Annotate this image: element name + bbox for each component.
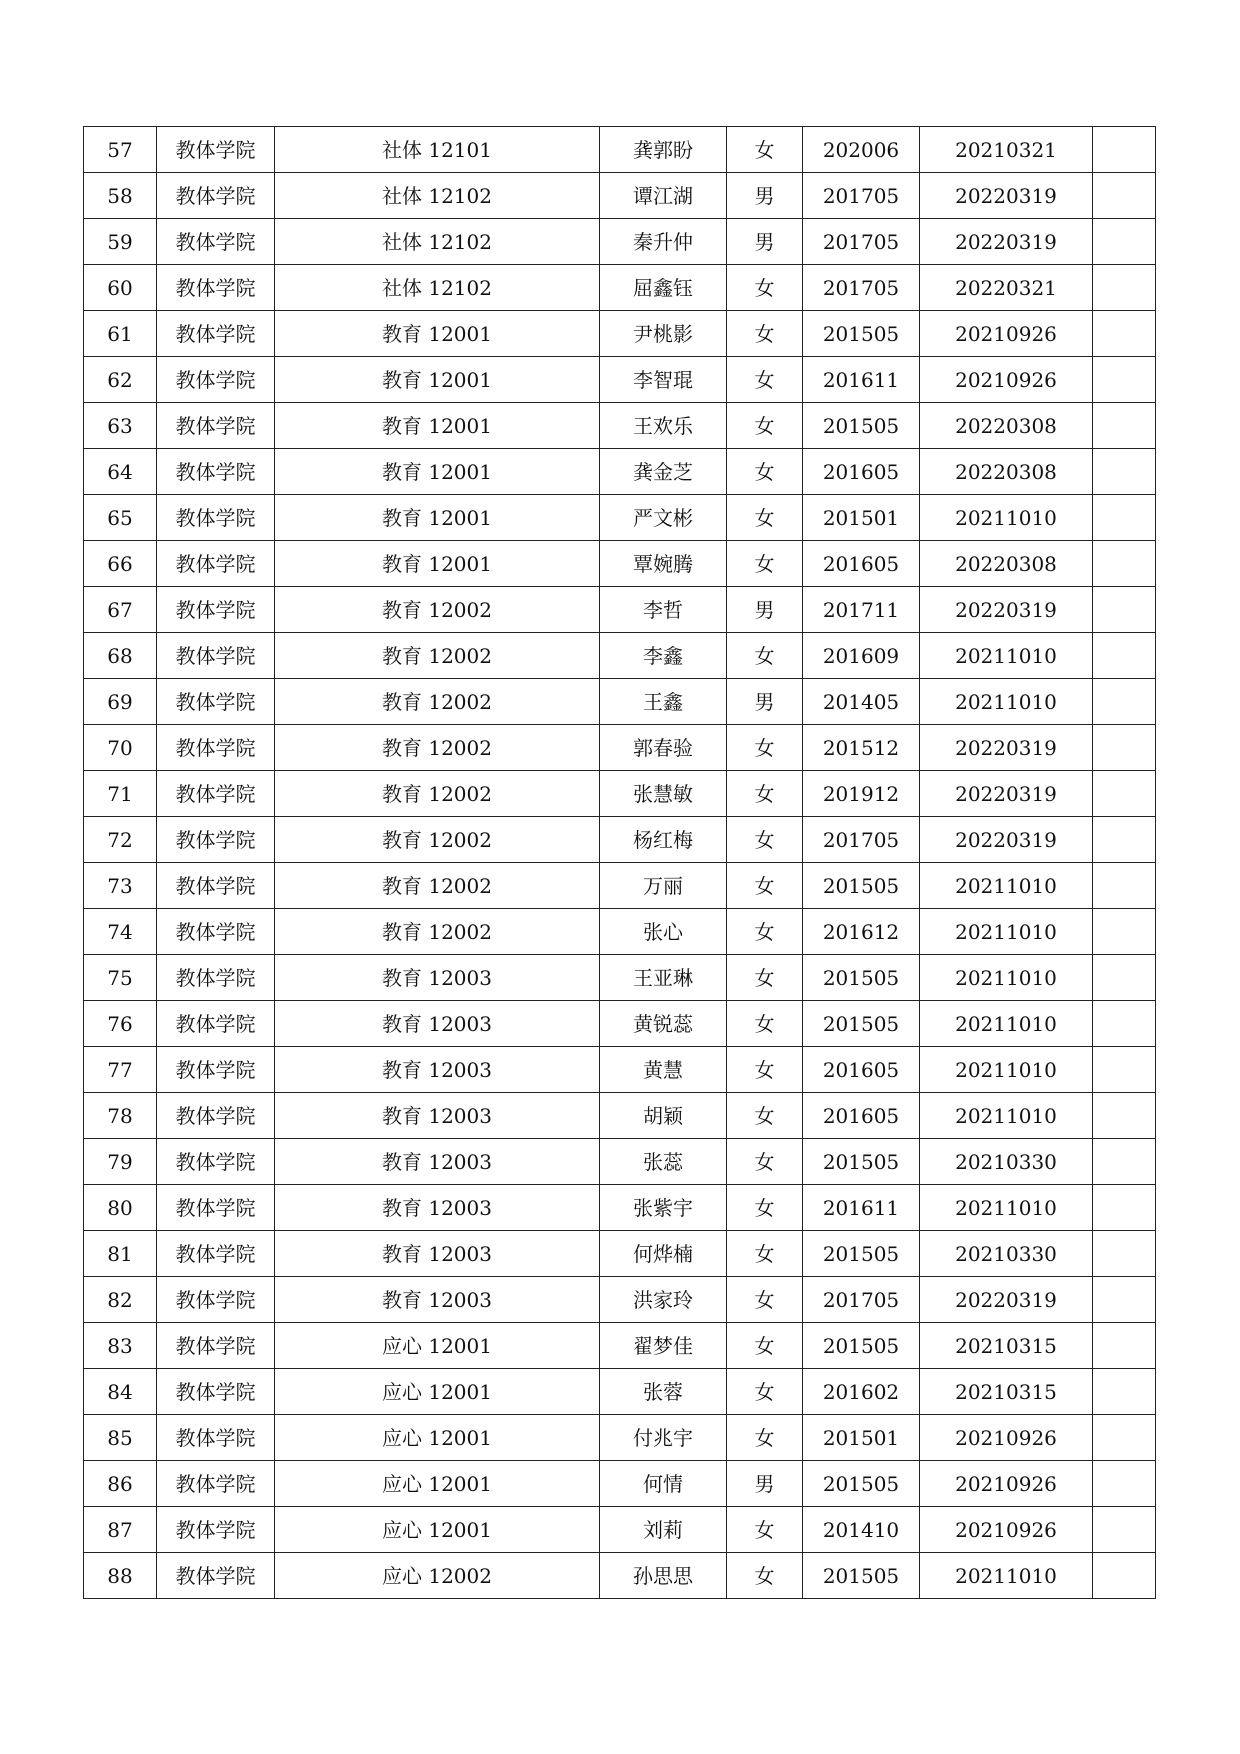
row-number-cell: 74 [84,909,157,955]
note-cell [1093,863,1156,909]
note-cell [1093,633,1156,679]
name-cell: 张紫宇 [600,1185,727,1231]
row-number-cell: 64 [84,449,157,495]
gender-cell: 女 [727,1001,803,1047]
date-cell: 20210330 [920,1231,1093,1277]
class-cell: 应心 12001 [275,1415,600,1461]
join-date-cell: 201609 [803,633,920,679]
class-cell: 应心 12001 [275,1507,600,1553]
row-number-cell: 60 [84,265,157,311]
college-cell: 教体学院 [157,633,275,679]
date-cell: 20211010 [920,955,1093,1001]
name-cell: 李哲 [600,587,727,633]
row-number-cell: 79 [84,1139,157,1185]
row-number-cell: 65 [84,495,157,541]
join-date-cell: 201605 [803,541,920,587]
table-row [84,1093,1156,1139]
date-cell: 20220308 [920,541,1093,587]
name-cell: 洪家玲 [600,1277,727,1323]
table-row [84,1185,1156,1231]
note-cell [1093,771,1156,817]
join-date-cell: 201505 [803,311,920,357]
name-cell: 尹桃影 [600,311,727,357]
date-cell: 20220319 [920,1277,1093,1323]
gender-cell: 女 [727,265,803,311]
join-date-cell: 201505 [803,1001,920,1047]
table-row [84,219,1156,265]
join-date-cell: 201505 [803,1139,920,1185]
note-cell [1093,679,1156,725]
join-date-cell: 201705 [803,219,920,265]
gender-cell: 女 [727,817,803,863]
note-cell [1093,1231,1156,1277]
college-cell: 教体学院 [157,1553,275,1599]
class-cell: 教育 12003 [275,1047,600,1093]
college-cell: 教体学院 [157,541,275,587]
note-cell [1093,403,1156,449]
gender-cell: 男 [727,679,803,725]
name-cell: 翟梦佳 [600,1323,727,1369]
date-cell: 20211010 [920,863,1093,909]
college-cell: 教体学院 [157,127,275,173]
gender-cell: 男 [727,587,803,633]
date-cell: 20220319 [920,817,1093,863]
class-cell: 社体 12102 [275,173,600,219]
class-cell: 社体 12102 [275,219,600,265]
row-number-cell: 68 [84,633,157,679]
name-cell: 龚金芝 [600,449,727,495]
name-cell: 黄慧 [600,1047,727,1093]
join-date-cell: 201711 [803,587,920,633]
class-cell: 教育 12001 [275,403,600,449]
college-cell: 教体学院 [157,679,275,725]
join-date-cell: 201505 [803,1553,920,1599]
class-cell: 教育 12003 [275,1277,600,1323]
row-number-cell: 58 [84,173,157,219]
name-cell: 黄锐蕊 [600,1001,727,1047]
row-number-cell: 67 [84,587,157,633]
gender-cell: 女 [727,1277,803,1323]
table-row [84,1323,1156,1369]
college-cell: 教体学院 [157,1231,275,1277]
table-row [84,771,1156,817]
gender-cell: 女 [727,725,803,771]
row-number-cell: 72 [84,817,157,863]
name-cell: 王鑫 [600,679,727,725]
table-row [84,1047,1156,1093]
name-cell: 龚郭盼 [600,127,727,173]
note-cell [1093,1185,1156,1231]
class-cell: 教育 12002 [275,817,600,863]
note-cell [1093,1323,1156,1369]
name-cell: 刘莉 [600,1507,727,1553]
join-date-cell: 201505 [803,1461,920,1507]
row-number-cell: 76 [84,1001,157,1047]
class-cell: 社体 12101 [275,127,600,173]
table-row [84,265,1156,311]
join-date-cell: 201912 [803,771,920,817]
date-cell: 20220321 [920,265,1093,311]
college-cell: 教体学院 [157,817,275,863]
college-cell: 教体学院 [157,1369,275,1415]
college-cell: 教体学院 [157,1277,275,1323]
gender-cell: 女 [727,1415,803,1461]
note-cell [1093,219,1156,265]
note-cell [1093,1507,1156,1553]
join-date-cell: 201705 [803,265,920,311]
row-number-cell: 81 [84,1231,157,1277]
date-cell: 20211010 [920,909,1093,955]
college-cell: 教体学院 [157,955,275,1001]
class-cell: 教育 12001 [275,495,600,541]
row-number-cell: 62 [84,357,157,403]
table-row [84,1001,1156,1047]
college-cell: 教体学院 [157,909,275,955]
class-cell: 教育 12002 [275,863,600,909]
row-number-cell: 88 [84,1553,157,1599]
name-cell: 孙思思 [600,1553,727,1599]
college-cell: 教体学院 [157,219,275,265]
table-row [84,173,1156,219]
date-cell: 20211010 [920,1553,1093,1599]
table-row [84,1415,1156,1461]
note-cell [1093,587,1156,633]
note-cell [1093,173,1156,219]
row-number-cell: 71 [84,771,157,817]
gender-cell: 女 [727,1323,803,1369]
join-date-cell: 201705 [803,173,920,219]
table-row [84,1277,1156,1323]
gender-cell: 女 [727,357,803,403]
note-cell [1093,1047,1156,1093]
class-cell: 教育 12003 [275,1139,600,1185]
gender-cell: 女 [727,1231,803,1277]
date-cell: 20220319 [920,725,1093,771]
gender-cell: 女 [727,863,803,909]
row-number-cell: 75 [84,955,157,1001]
table-row [84,817,1156,863]
note-cell [1093,357,1156,403]
row-number-cell: 61 [84,311,157,357]
note-cell [1093,817,1156,863]
date-cell: 20211010 [920,1047,1093,1093]
class-cell: 教育 12002 [275,679,600,725]
college-cell: 教体学院 [157,311,275,357]
join-date-cell: 201505 [803,1231,920,1277]
row-number-cell: 57 [84,127,157,173]
note-cell [1093,1553,1156,1599]
row-number-cell: 85 [84,1415,157,1461]
row-number-cell: 80 [84,1185,157,1231]
table-row [84,955,1156,1001]
date-cell: 20210330 [920,1139,1093,1185]
gender-cell: 女 [727,771,803,817]
gender-cell: 女 [727,495,803,541]
college-cell: 教体学院 [157,403,275,449]
note-cell [1093,1277,1156,1323]
class-cell: 教育 12001 [275,541,600,587]
join-date-cell: 201405 [803,679,920,725]
row-number-cell: 78 [84,1093,157,1139]
class-cell: 教育 12003 [275,1093,600,1139]
row-number-cell: 59 [84,219,157,265]
class-cell: 教育 12003 [275,1001,600,1047]
note-cell [1093,541,1156,587]
college-cell: 教体学院 [157,1461,275,1507]
join-date-cell: 201505 [803,403,920,449]
join-date-cell: 202006 [803,127,920,173]
table-row [84,1461,1156,1507]
gender-cell: 男 [727,219,803,265]
college-cell: 教体学院 [157,1047,275,1093]
note-cell [1093,1001,1156,1047]
class-cell: 教育 12003 [275,1231,600,1277]
note-cell [1093,1461,1156,1507]
class-cell: 教育 12001 [275,357,600,403]
name-cell: 谭江湖 [600,173,727,219]
class-cell: 应心 12001 [275,1369,600,1415]
class-cell: 教育 12002 [275,633,600,679]
row-number-cell: 77 [84,1047,157,1093]
college-cell: 教体学院 [157,1185,275,1231]
join-date-cell: 201410 [803,1507,920,1553]
join-date-cell: 201505 [803,955,920,1001]
date-cell: 20210926 [920,1461,1093,1507]
name-cell: 张蕊 [600,1139,727,1185]
table-row [84,541,1156,587]
gender-cell: 男 [727,173,803,219]
name-cell: 王亚琳 [600,955,727,1001]
college-cell: 教体学院 [157,1507,275,1553]
table-row [84,863,1156,909]
table-row [84,449,1156,495]
note-cell [1093,725,1156,771]
date-cell: 20211010 [920,495,1093,541]
table-row [84,909,1156,955]
date-cell: 20220319 [920,771,1093,817]
date-cell: 20210315 [920,1323,1093,1369]
name-cell: 杨红梅 [600,817,727,863]
join-date-cell: 201612 [803,909,920,955]
name-cell: 李鑫 [600,633,727,679]
table-row [84,403,1156,449]
gender-cell: 女 [727,1507,803,1553]
join-date-cell: 201611 [803,357,920,403]
gender-cell: 女 [727,403,803,449]
date-cell: 20211010 [920,633,1093,679]
college-cell: 教体学院 [157,725,275,771]
gender-cell: 女 [727,1185,803,1231]
table-row [84,1231,1156,1277]
table-row [84,1507,1156,1553]
row-number-cell: 87 [84,1507,157,1553]
college-cell: 教体学院 [157,587,275,633]
name-cell: 张蓉 [600,1369,727,1415]
table-row [84,587,1156,633]
name-cell: 郭春验 [600,725,727,771]
name-cell: 何情 [600,1461,727,1507]
college-cell: 教体学院 [157,1415,275,1461]
row-number-cell: 83 [84,1323,157,1369]
class-cell: 教育 12002 [275,909,600,955]
date-cell: 20220319 [920,587,1093,633]
table-row [84,311,1156,357]
date-cell: 20220308 [920,403,1093,449]
note-cell [1093,909,1156,955]
class-cell: 教育 12001 [275,311,600,357]
name-cell: 屈鑫钰 [600,265,727,311]
date-cell: 20210926 [920,1507,1093,1553]
college-cell: 教体学院 [157,1001,275,1047]
gender-cell: 女 [727,1139,803,1185]
gender-cell: 女 [727,1553,803,1599]
college-cell: 教体学院 [157,449,275,495]
name-cell: 李智琨 [600,357,727,403]
join-date-cell: 201705 [803,817,920,863]
gender-cell: 女 [727,633,803,679]
date-cell: 20220308 [920,449,1093,495]
gender-cell: 女 [727,1047,803,1093]
row-number-cell: 69 [84,679,157,725]
row-number-cell: 86 [84,1461,157,1507]
table-row [84,1553,1156,1599]
gender-cell: 女 [727,1369,803,1415]
join-date-cell: 201501 [803,1415,920,1461]
college-cell: 教体学院 [157,863,275,909]
class-cell: 教育 12003 [275,1185,600,1231]
join-date-cell: 201505 [803,1323,920,1369]
name-cell: 严文彬 [600,495,727,541]
note-cell [1093,449,1156,495]
gender-cell: 女 [727,1093,803,1139]
date-cell: 20211010 [920,679,1093,725]
date-cell: 20210321 [920,127,1093,173]
college-cell: 教体学院 [157,357,275,403]
class-cell: 教育 12003 [275,955,600,1001]
table-row [84,1139,1156,1185]
roster-table-body [84,127,1156,1599]
join-date-cell: 201611 [803,1185,920,1231]
college-cell: 教体学院 [157,495,275,541]
date-cell: 20210926 [920,1415,1093,1461]
table-row [84,725,1156,771]
note-cell [1093,955,1156,1001]
gender-cell: 女 [727,127,803,173]
college-cell: 教体学院 [157,1323,275,1369]
date-cell: 20210315 [920,1369,1093,1415]
date-cell: 20211010 [920,1093,1093,1139]
row-number-cell: 73 [84,863,157,909]
note-cell [1093,127,1156,173]
note-cell [1093,1369,1156,1415]
name-cell: 王欢乐 [600,403,727,449]
date-cell: 20220319 [920,219,1093,265]
join-date-cell: 201512 [803,725,920,771]
table-row [84,495,1156,541]
college-cell: 教体学院 [157,173,275,219]
date-cell: 20211010 [920,1185,1093,1231]
gender-cell: 女 [727,909,803,955]
date-cell: 20220319 [920,173,1093,219]
gender-cell: 女 [727,541,803,587]
gender-cell: 女 [727,449,803,495]
college-cell: 教体学院 [157,1093,275,1139]
class-cell: 教育 12002 [275,725,600,771]
join-date-cell: 201602 [803,1369,920,1415]
gender-cell: 男 [727,1461,803,1507]
college-cell: 教体学院 [157,265,275,311]
join-date-cell: 201605 [803,449,920,495]
name-cell: 付兆宇 [600,1415,727,1461]
row-number-cell: 70 [84,725,157,771]
gender-cell: 女 [727,955,803,1001]
table-row [84,127,1156,173]
table-row [84,1369,1156,1415]
date-cell: 20211010 [920,1001,1093,1047]
name-cell: 万丽 [600,863,727,909]
gender-cell: 女 [727,311,803,357]
row-number-cell: 82 [84,1277,157,1323]
note-cell [1093,1139,1156,1185]
class-cell: 应心 12001 [275,1323,600,1369]
note-cell [1093,495,1156,541]
name-cell: 张心 [600,909,727,955]
name-cell: 胡颖 [600,1093,727,1139]
join-date-cell: 201501 [803,495,920,541]
join-date-cell: 201705 [803,1277,920,1323]
note-cell [1093,265,1156,311]
class-cell: 应心 12001 [275,1461,600,1507]
name-cell: 秦升仲 [600,219,727,265]
class-cell: 教育 12001 [275,449,600,495]
name-cell: 何烨楠 [600,1231,727,1277]
note-cell [1093,311,1156,357]
row-number-cell: 66 [84,541,157,587]
college-cell: 教体学院 [157,771,275,817]
class-cell: 教育 12002 [275,587,600,633]
name-cell: 覃婉腾 [600,541,727,587]
class-cell: 应心 12002 [275,1553,600,1599]
class-cell: 教育 12002 [275,771,600,817]
table-row [84,633,1156,679]
note-cell [1093,1415,1156,1461]
college-cell: 教体学院 [157,1139,275,1185]
date-cell: 20210926 [920,357,1093,403]
join-date-cell: 201505 [803,863,920,909]
date-cell: 20210926 [920,311,1093,357]
table-row [84,357,1156,403]
join-date-cell: 201605 [803,1047,920,1093]
table-row [84,679,1156,725]
roster-table [83,126,1156,1599]
row-number-cell: 84 [84,1369,157,1415]
row-number-cell: 63 [84,403,157,449]
note-cell [1093,1093,1156,1139]
class-cell: 社体 12102 [275,265,600,311]
join-date-cell: 201605 [803,1093,920,1139]
name-cell: 张慧敏 [600,771,727,817]
